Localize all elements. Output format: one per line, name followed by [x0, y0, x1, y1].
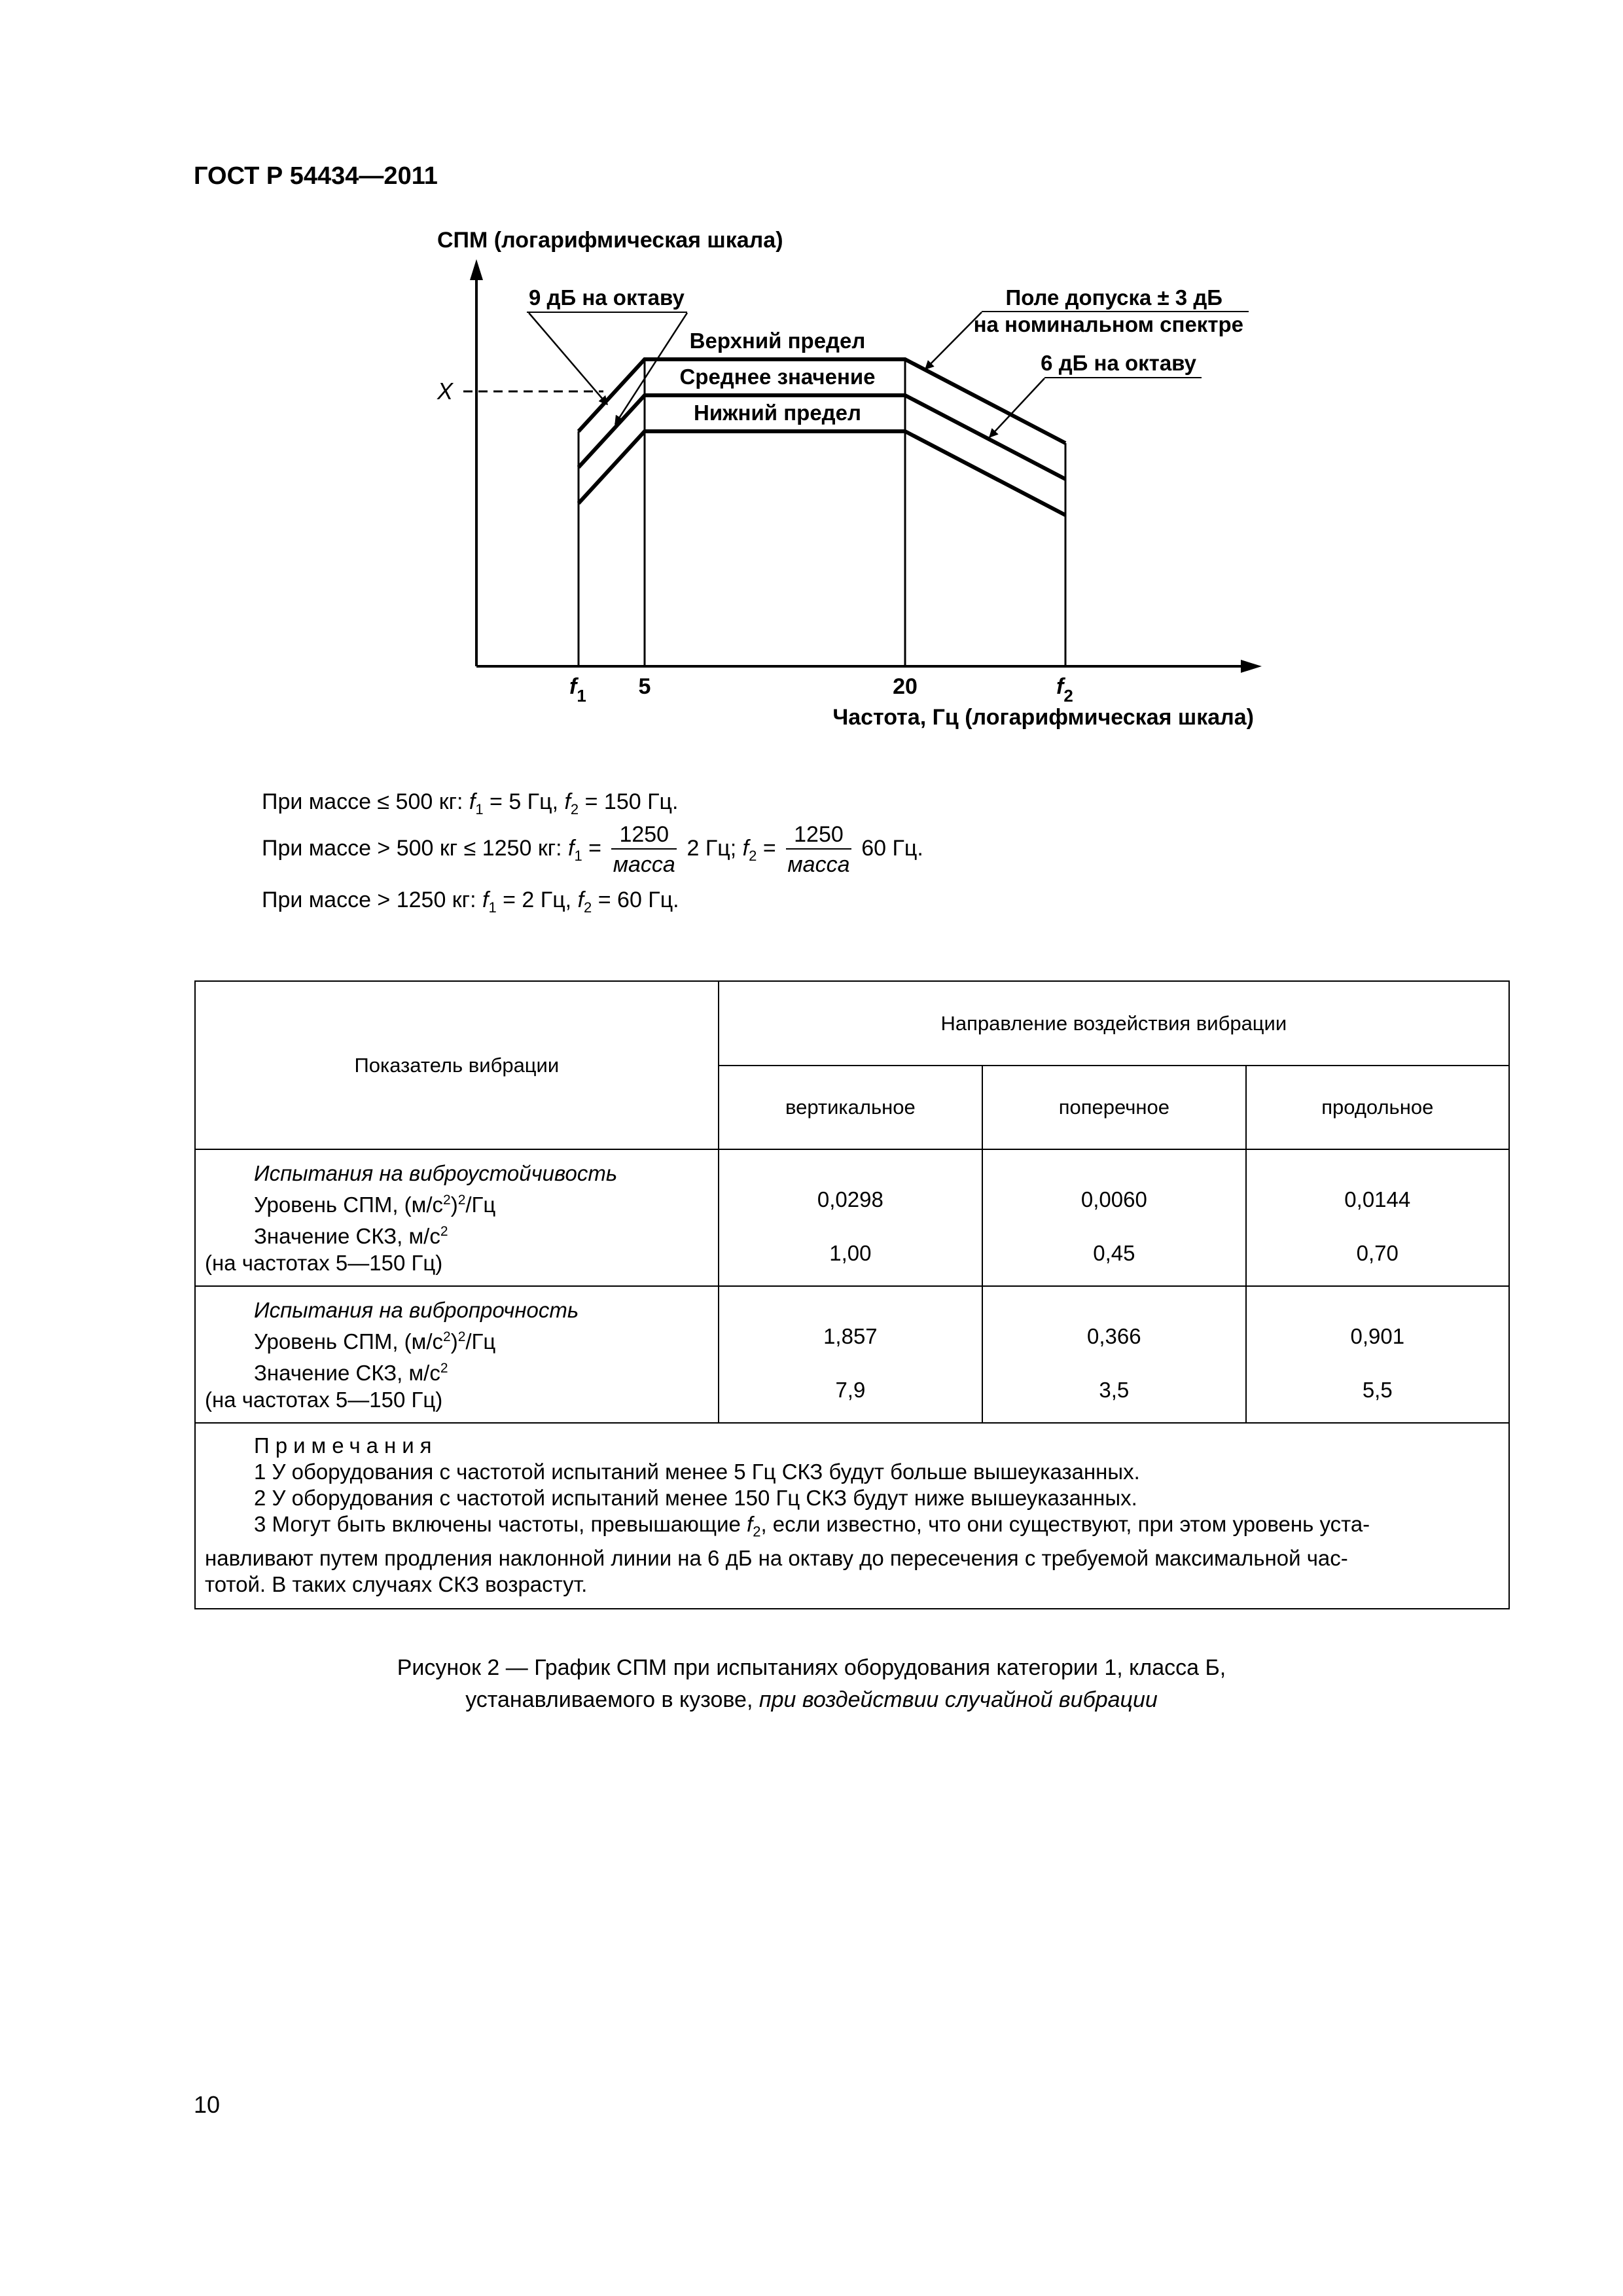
value-cell: 0,0060 0,45	[982, 1149, 1245, 1286]
x-tick-f1: $f_1$	[569, 674, 586, 706]
table-row	[195, 1286, 1509, 1423]
tolerance-leader	[925, 312, 982, 369]
fraction-2: $\frac{1250}{\text{масса}}$	[786, 823, 851, 876]
note-2: 2 У оборудования с частотой испытаний менее 150 Гц СКЗ будут ниже вышеуказанных.	[254, 1486, 1137, 1510]
value-cell: 0,0298 1,00	[719, 1149, 982, 1286]
y-axis-label: СПМ (логарифмическая шкала)	[437, 228, 783, 253]
column-header-transverse: поперечное	[982, 1066, 1245, 1149]
value-cell: 1,857 7,9	[719, 1286, 982, 1423]
x-tick-5: 5	[638, 674, 651, 699]
note-3-cont-2: тотой. В таких случаях СКЗ возрастут.	[205, 1571, 588, 1596]
formula-line-2: При массе > 500 кг ≤ 1250 кг: $f_1$ = $\frac{1250}{\text{масса}}$ 2 Гц; $f_2$ = $\frac{1250}{\text{масса}}$ 60 Гц.	[262, 822, 923, 877]
lower-limit-line	[579, 431, 1065, 515]
caption-line-2: устанавливаемого в кузове, при воздействии случайной вибрации	[465, 1687, 1158, 1712]
tolerance-label-line2: на номинальном спектре	[973, 312, 1243, 336]
row-label: Испытания на вибропрочность Уровень СПМ, $(м/с^2)^2/Гц$ Значение СКЗ, $м/с^2$ (на частотах 5—150 Гц)	[195, 1286, 719, 1423]
x-axis-label: Частота, Гц (логарифмическая шкала)	[832, 705, 1254, 730]
notes-row	[195, 1423, 1509, 1609]
value-cell: 0,366 3,5	[982, 1286, 1245, 1423]
y-axis-arrow-icon	[470, 259, 483, 280]
page-number: 10	[194, 2091, 221, 2118]
fraction-1: $\frac{1250}{\text{масса}}$	[611, 823, 677, 876]
notes-title: Примечания	[254, 1433, 438, 1458]
notes-cell	[195, 1423, 1509, 1609]
row-label: Испытания на виброустойчивость Уровень СПМ, $(м/с^2)^2/Гц$ Значение СКЗ, $м/с^2$ (на частотах 5—150 Гц)	[195, 1149, 719, 1286]
psd-figure	[0, 0, 1623, 772]
document-header: ГОСТ Р 54434—2011	[194, 162, 438, 190]
column-header-longitudinal: продольное	[1246, 1066, 1509, 1149]
tolerance-label-line1: Поле допуска ± 3 дБ	[1005, 285, 1222, 310]
lower-limit-label: Нижний предел	[694, 401, 861, 425]
x-tick-20: 20	[893, 674, 918, 699]
x-tick-f2: $f_2$	[1056, 674, 1073, 706]
note-3-cont-1: навливают путем продления наклонной линии на 6 дБ на октаву до пересечения с требуемой максимальной час-	[205, 1545, 1348, 1570]
note-3: 3 Могут быть включены частоты, превышающие $f_2$, если известно, что они существуют, при этом уровень уста-	[254, 1512, 1370, 1540]
caption-line-1: Рисунок 2 — График СПМ при испытаниях оборудования категории 1, класса Б,	[397, 1655, 1226, 1680]
f1-symbol: f	[469, 789, 476, 814]
table-row	[195, 1149, 1509, 1286]
f2-symbol: f	[564, 789, 571, 814]
slope-9db-label: 9 дБ на октаву	[529, 285, 685, 310]
mean-label: Среднее значение	[679, 365, 876, 389]
column-header-vertical: вертикальное	[719, 1066, 982, 1149]
value-cell: 0,901 5,5	[1246, 1286, 1509, 1423]
figure-caption	[0, 1652, 1623, 1716]
x-marker-label: X	[437, 378, 454, 404]
formula-line-1: При массе ≤ 500 кг: $f_1 = 5$ Гц, $f_2 = 150$ Гц.	[262, 789, 679, 817]
note-1: 1 У оборудования с частотой испытаний менее 5 Гц СКЗ будут больше вышеуказанных.	[254, 1460, 1140, 1484]
slope-6db-label: 6 дБ на октаву	[1041, 351, 1196, 375]
formula-line-3: При массе > 1250 кг: $f_1 = 2$ Гц, $f_2 = 60$ Гц.	[262, 888, 679, 916]
indicator-header: Показатель вибрации	[195, 981, 719, 1149]
vibration-table	[194, 980, 1510, 1609]
direction-header: Направление воздействия вибрации	[719, 981, 1509, 1066]
value-cell: 0,0144 0,70	[1246, 1149, 1509, 1286]
upper-limit-label: Верхний предел	[689, 329, 866, 353]
x-axis-arrow-icon	[1241, 660, 1262, 673]
slope-9db-leader-2	[615, 313, 687, 424]
